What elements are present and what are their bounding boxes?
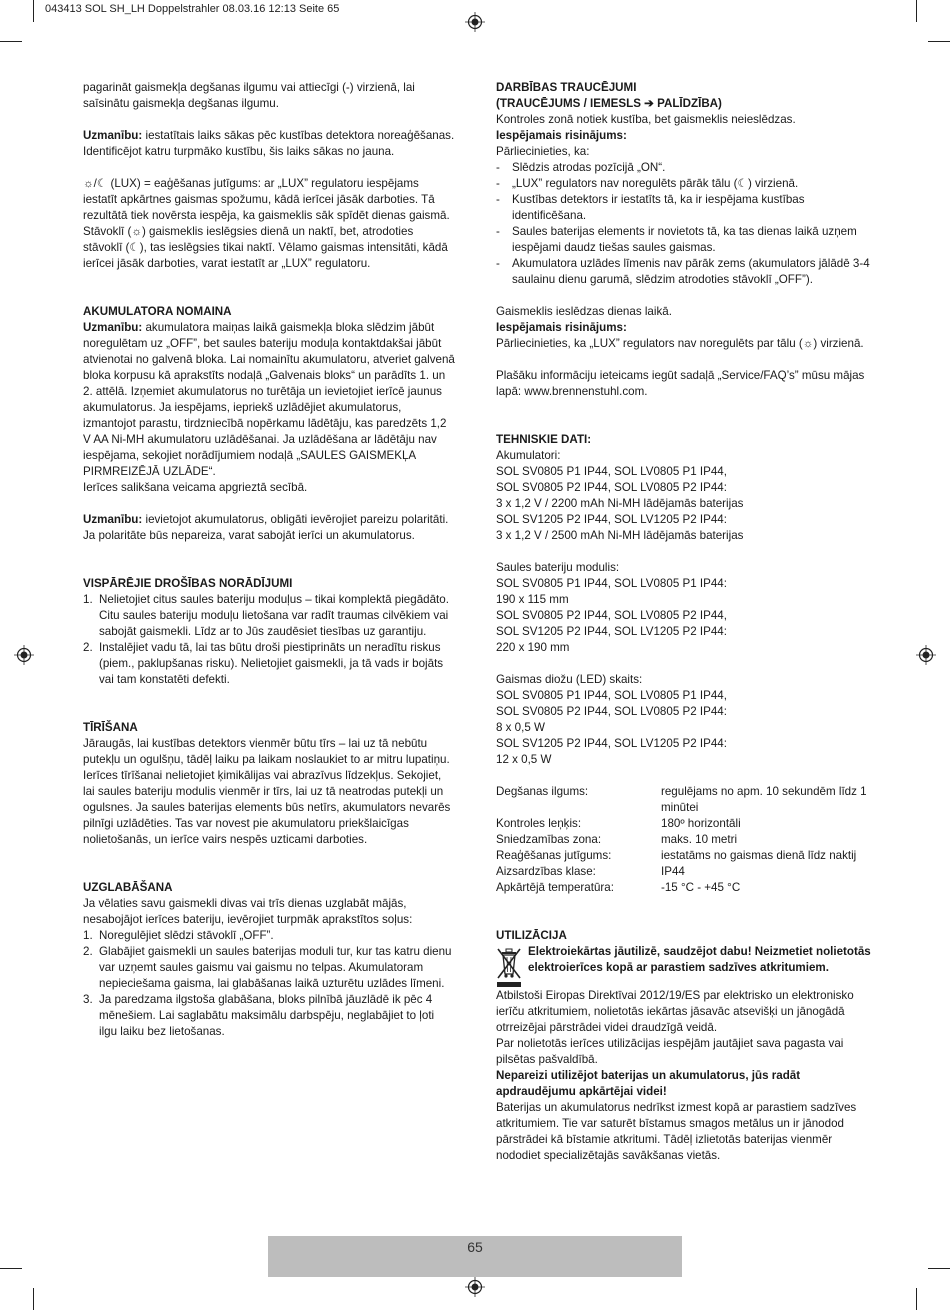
list-text: Instalējiet vadu tā, lai tas būtu droši piestiprināts un neradītu riskus (piem., paklupšanas risku). Nelietojiet gaismekli, ja tā vads ir bojāts vai tam konstatēti defekti.: [99, 641, 444, 686]
spec-key: Kontroles leņķis:: [496, 817, 582, 830]
spec-line: Akumulatori:: [496, 449, 561, 462]
spec-line: SOL SV1205 P2 IP44, SOL LV1205 P2 IP44:: [496, 625, 727, 638]
note-label: Uzmanību:: [83, 513, 143, 526]
paragraph: Ierīces salikšana veicama apgrieztā secībā.: [83, 481, 308, 494]
crop-mark: [33, 0, 34, 22]
crop-mark: [0, 1268, 22, 1269]
note-text: iestatītais laiks sākas pēc kustības detektora noreaģēšanas. Identificējot katru turpmāko kustību, šis laiks sākas no jauna.: [83, 129, 455, 158]
list-item: [83, 928, 455, 944]
registration-mark-icon: [14, 645, 34, 665]
registration-mark-icon: [465, 1277, 485, 1297]
spec-line: SOL SV1205 P2 IP44, SOL LV1205 P2 IP44:: [496, 513, 727, 526]
spec-row: [496, 864, 871, 880]
spec-value: maks. 10 metri: [661, 833, 738, 846]
note-paragraph: [83, 512, 455, 544]
spec-line: SOL SV0805 P1 IP44, SOL LV0805 P1 IP44:: [496, 577, 727, 590]
spec-key: Apkārtējā temperatūra:: [496, 881, 614, 894]
solution-label: Iespējamais risinājums:: [496, 129, 627, 142]
registration-mark-icon: [465, 12, 485, 32]
spec-key: Reaģēšanas jutīgums:: [496, 849, 612, 862]
spec-table: [496, 784, 871, 896]
note-label: Uzmanību:: [83, 129, 143, 142]
paragraph: Baterijas un akumulatorus nedrīkst izmest kopā ar parastiem sadzīves atkritumiem. Tie var saturēt bīstamus smagos metālus un ir jānodod pārstrādei kā bīstamie atkritumi. Tādēļ izlietotās baterijas vienmēr nododiet specializētajās savākšanas vietās.: [496, 1101, 857, 1162]
list-text: Noregulējiet slēdzi stāvoklī „OFF”.: [99, 929, 274, 942]
spec-line: SOL SV0805 P2 IP44, SOL LV0805 P2 IP44:: [496, 705, 727, 718]
faq-paragraph: Plašāku informāciju ieteicams iegūt sadaļā „Service/FAQ’s” mūsu mājas lapā: www.brennenstuhl.com.: [496, 369, 865, 398]
crop-mark: [916, 1288, 917, 1310]
section-heading: TĪRĪŠANA: [83, 721, 138, 734]
list-text: Ja paredzama ilgstoša glabāšana, bloks pilnībā jāuzlādē ik pēc 4 mēnešiem. Lai saglabātu maksimālu darbspēju, neglabājiet to ļoti ilgu laiku bez lietošanas.: [99, 993, 435, 1038]
spec-value: 180º horizontāli: [661, 817, 741, 830]
crop-mark: [33, 1288, 34, 1310]
section-heading: VISPĀRĒJIE DROŠĪBAS NORĀDĪJUMI: [83, 577, 293, 590]
list-dash: -: [496, 257, 500, 270]
list-text: Slēdzis atrodas pozīcijā „ON“.: [512, 161, 666, 174]
list-number: 1.: [83, 593, 93, 606]
spec-value: -15 °C - +45 °C: [661, 881, 741, 894]
spec-line: SOL SV0805 P1 IP44, SOL LV0805 P1 IP44,: [496, 465, 727, 478]
crossed-bin-icon: [496, 946, 522, 988]
lux-paragraph: ☼/☾ (LUX) = eaģēšanas jutīgums: ar „LUX” regulatoru iespējams iestatīt apkārtnes gaismas spožumu, kādā ierīcei jāsāk darboties. Tā rezultātā tiek novērsta iespēja, ka gaismeklis sāk spīdēt dienas gaismā. Stāvoklī (☼) gaismeklis ieslēgsies dienā un naktī, bet, atrodoties stāvoklī (☾), tas ieslēgsies tikai naktī. Vēlamo gaismas intensitāti, kādā ierīcei jāsāk darboties, varat iestatīt ar „LUX” regulatoru.: [83, 177, 450, 270]
spec-value: IP44: [661, 865, 685, 878]
spec-line: 3 x 1,2 V / 2200 mAh Ni-MH lādējamās baterijas: [496, 497, 744, 510]
paragraph: Ja vēlaties savu gaismekli divas vai trīs dienas uzglabāt mājās, nesabojājot ierīces bateriju, ievērojiet turpmāk aprakstītos soļus:: [83, 897, 413, 926]
spec-value: regulējams no apm. 10 sekundēm līdz 1 minūtei: [661, 785, 867, 814]
crop-mark: [916, 0, 917, 22]
spec-key: Sniedzamības zona:: [496, 833, 602, 846]
spec-value: iestatāms no gaismas dienā līdz naktij: [661, 849, 857, 862]
list-text: Saules baterijas elements ir novietots tā, ka tas dienas laikā uzņem iespējami daudz tiešas saules gaismas.: [512, 225, 857, 254]
spec-line: Saules bateriju modulis:: [496, 561, 620, 574]
list-number: 3.: [83, 993, 93, 1006]
spec-line: 190 x 115 mm: [496, 593, 569, 606]
battery-warning: Nepareizi utilizējot baterijas un akumulatorus, jūs radāt apdraudējumu apkārtējai videi!: [496, 1069, 801, 1098]
list-item: [496, 176, 871, 192]
list-item: [83, 992, 455, 1040]
spec-line: SOL SV0805 P2 IP44, SOL LV0805 P2 IP44:: [496, 481, 727, 494]
left-column: [83, 80, 455, 1040]
list-text: „LUX” regulators nav noregulēts pārāk tālu (☾) virzienā.: [512, 177, 799, 190]
crop-mark: [928, 41, 950, 42]
page-number: 65: [467, 1239, 483, 1255]
list-item: [83, 640, 455, 688]
spec-line: SOL SV1205 P2 IP44, SOL LV1205 P2 IP44:: [496, 737, 727, 750]
spec-row: [496, 880, 871, 896]
spec-line: 3 x 1,2 V / 2500 mAh Ni-MH lādējamās baterijas: [496, 529, 744, 542]
spec-row: [496, 784, 871, 816]
list-item: [83, 592, 455, 640]
spec-line: 8 x 0,5 W: [496, 721, 545, 734]
spec-row: [496, 848, 871, 864]
weee-warning: Elektroiekārtas jāutilizē, saudzējot dabu! Neizmetiet nolietotās elektroierīces kopā ar parastiem sadzīves atkritumiem.: [528, 945, 871, 974]
spec-key: Degšanas ilgums:: [496, 785, 589, 798]
list-text: Kustības detektors ir iestatīts tā, ka ir iespējama kustības identificēšana.: [512, 193, 805, 222]
note-label: Uzmanību:: [83, 321, 143, 334]
list-number: 1.: [83, 929, 93, 942]
paragraph: Par nolietotās ierīces utilizācijas iespējām jautājiet sava pagasta vai pilsētas pašvaldībā.: [496, 1037, 844, 1066]
page-footer: [268, 1236, 682, 1277]
note-paragraph: [83, 128, 455, 160]
paragraph: [83, 320, 455, 480]
paragraph: Pārliecinieties, ka „LUX” regulators nav noregulēts par tālu (☼) virzienā.: [496, 337, 864, 350]
paragraph: pagarināt gaismekļa degšanas ilgumu vai attiecīgi (-) virzienā, lai saīsinātu gaismekļa degšanas ilgumu.: [83, 81, 415, 110]
solution-label: Iespējamais risinājums:: [496, 321, 627, 334]
print-slug: 043413 SOL SH_LH Doppelstrahler 08.03.16 12:13 Seite 65: [45, 3, 340, 15]
list-dash: -: [496, 177, 500, 190]
list-item: [496, 224, 871, 256]
note-text: akumulatora maiņas laikā gaismekļa bloka slēdzim jābūt noregulētam uz „OFF”, bet saules bateriju moduļa kontaktdakšai jābūt atvienotai no galvenā bloka. Lai nomainītu akumulatoru, atveriet galvenā bloka korpusu kā aprakstīts nodaļā „Galvenais bloks“ un parādīts 1. un 2. attēlā. Izņemiet akumulatorus no turētāja un ievietojiet ierīcē jaunus akumulatorus. Ja iespējams, iepriekš uzlādējiet akumulatorus, izmantojot parastu, tirdzniecībā nopērkamu lādētāju, kas paredzēts 1,2 V AA Ni-MH akumulatoru uzlādēšanai. Ja uzlādēšana ar lādētāju nav iespējama, sekojiet norādījumiem nodaļā „SAULES GAISMEKĻA PIRMREIZĒJĀ UZLĀDE“.: [83, 321, 455, 478]
spec-key: Aizsardzības klase:: [496, 865, 596, 878]
list-item: [496, 160, 871, 176]
storage-list: [83, 928, 455, 1040]
list-text: Nelietojiet citus saules bateriju moduļus – tikai komplektā piegādāto. Citu saules bateriju moduļu lietošana var radīt traumas cilvēkiem vai sabojāt gaismekli. Līdz ar to Jūs zaudēsiet tiesības uz garantiju.: [99, 593, 449, 638]
paragraph: Kontroles zonā notiek kustība, bet gaismeklis neieslēdzas.: [496, 113, 796, 126]
list-item: [83, 944, 455, 992]
safety-list: [83, 592, 455, 688]
registration-mark-icon: [916, 645, 936, 665]
spec-line: Gaismas diožu (LED) skaits:: [496, 673, 643, 686]
section-heading: AKUMULATORA NOMAINA: [83, 305, 232, 318]
section-heading: TEHNISKIE DATI:: [496, 433, 592, 446]
note-text: ievietojot akumulatorus, obligāti ievērojiet pareizu polaritāti. Ja polaritāte būs nepareiza, varat sabojāt ierīci un akumulatorus.: [83, 513, 449, 542]
spec-line: SOL SV0805 P1 IP44, SOL LV0805 P1 IP44,: [496, 689, 727, 702]
spec-line: SOL SV0805 P2 IP44, SOL LV0805 P2 IP44,: [496, 609, 727, 622]
section-heading: UTILIZĀCIJA: [496, 929, 567, 942]
checks-list: [496, 160, 871, 288]
list-number: 2.: [83, 641, 93, 654]
list-dash: -: [496, 225, 500, 238]
list-item: [496, 192, 871, 224]
list-number: 2.: [83, 945, 93, 958]
paragraph: Gaismeklis ieslēdzas dienas laikā.: [496, 305, 672, 318]
list-dash: -: [496, 161, 500, 174]
list-text: Akumulatora uzlādes līmenis nav pārāk zems (akumulators jālādē 3-4 saulainu dienu garumā, slēdzim atrodoties stāvoklī „OFF”).: [512, 257, 870, 286]
paragraph: Jāraugās, lai kustības detektors vienmēr būtu tīrs – lai uz tā nebūtu putekļu un ogulšņu, tādēļ laiku pa laikam noslaukiet to ar mitru lupatiņu. Ierīces tīrīšanai nelietojiet ķimikālijas vai abrazīvus līdzekļus. Sekojiet, lai saules bateriju modulis vienmēr ir tīrs, lai uz tā neatrodas putekļi un ogulsnes. Ja saules baterijas elements būs netīrs, akumulators nevarēs pilnīgi uzlādēties. Tas var novest pie akumulatoru priekšlaicīgas nolietošanās, un ierīce vairs nespēs uzticami darboties.: [83, 737, 451, 846]
spec-row: [496, 816, 871, 832]
list-item: [496, 256, 871, 288]
section-heading: DARBĪBAS TRAUCĒJUMI: [496, 81, 637, 94]
section-subheading: (TRAUCĒJUMS / IEMESLS ➔ PALĪDZĪBA): [496, 97, 722, 110]
weee-notice: [496, 944, 871, 988]
section-heading: UZGLABĀŠANA: [83, 881, 173, 894]
crop-mark: [928, 1268, 950, 1269]
list-dash: -: [496, 193, 500, 206]
right-column: [496, 80, 871, 1164]
crop-mark: [0, 41, 22, 42]
list-text: Glabājiet gaismekli un saules baterijas moduli tur, kur tas katru dienu var uzņemt saules gaismu vai gaismu no telpas. Akumulatoram nepieciešama gaisma, lai glabāšanas laikā uzturētu uzlādes līmeni.: [99, 945, 452, 990]
spec-line: 12 x 0,5 W: [496, 753, 552, 766]
paragraph: Pārliecinieties, ka:: [496, 145, 590, 158]
spec-row: [496, 832, 871, 848]
spec-line: 220 x 190 mm: [496, 641, 570, 654]
paragraph: Atbilstoši Eiropas Direktīvai 2012/19/ES par elektrisko un elektronisko ierīču atkritumiem, nolietotās iekārtas jāsavāc atsevišķi un jānogādā otrreizējai pārstrādei videi draudzīgā veidā.: [496, 989, 854, 1034]
